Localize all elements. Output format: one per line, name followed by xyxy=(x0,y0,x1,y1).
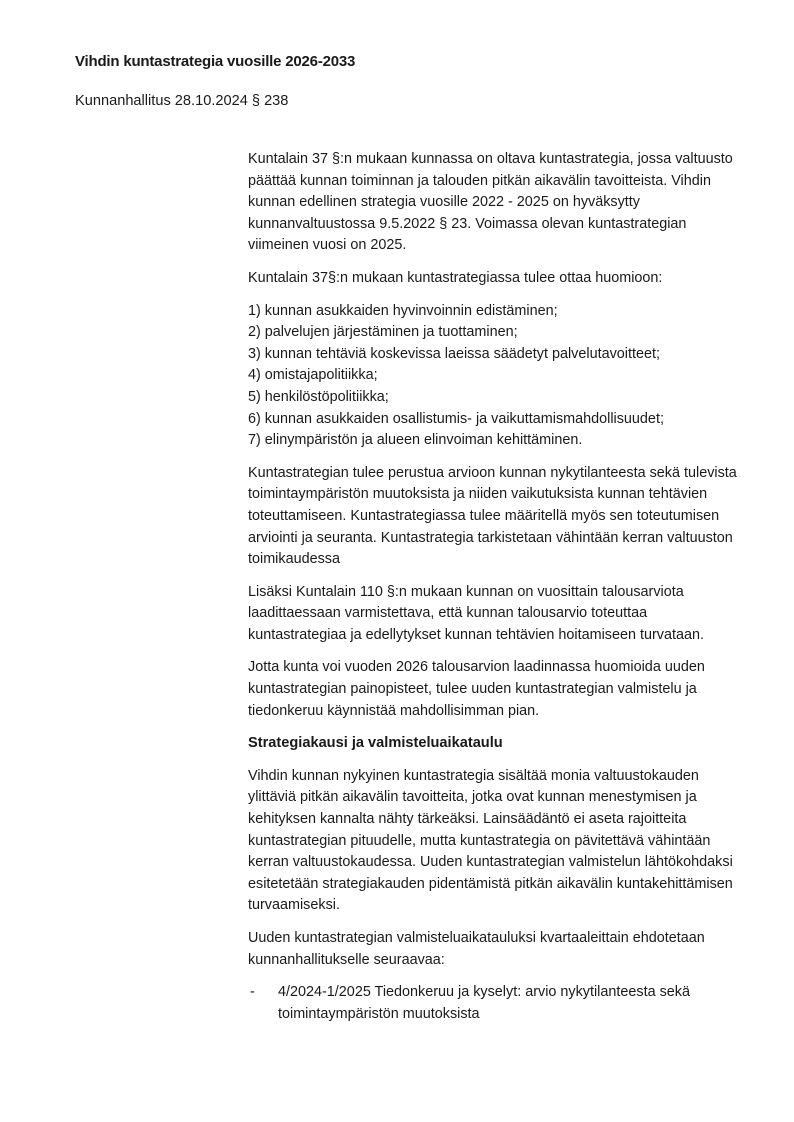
list-item: 5) henkilöstöpolitiikka; xyxy=(248,388,389,405)
list-item: 6) kunnan asukkaiden osallistumis- ja vaikuttamismahdollisuudet; xyxy=(248,410,664,427)
section-heading-strategiakausi: Strategiakausi ja valmisteluaikataulu xyxy=(248,735,503,752)
paragraph-kuntalain-37: Kuntalain 37 §:n mukaan kunnassa on oltava kuntastrategia, jossa valtuusto päättää kunnan toiminnan ja talouden pitkän aikavälin tavoitteista. Vihdin kunnan edellinen strategia vuosille 2022 - 2025 on hyväksytty kunnanvaltuustossa 9.5.2022 § 23. Voimassa olevan kuntastrategian viimeinen vuosi on 2025. xyxy=(248,151,733,254)
list-item: 7) elinympäristön ja alueen elinvoiman kehittäminen. xyxy=(248,432,583,449)
dash-list-item xyxy=(250,982,742,1025)
paragraph-kuntalain-110: Lisäksi Kuntalain 110 §:n mukaan kunnan on vuosittain talousarviota laadittaessaan varmistettava, että kunnan talousarvio toteuttaa kuntastrategiaa ja edellytykset kunnan tehtävien hoitamiseen turvataan. xyxy=(248,583,704,643)
document-body xyxy=(248,149,742,1025)
numbered-list xyxy=(248,301,742,452)
dash-bullet-icon: - xyxy=(250,984,255,1001)
paragraph-huomioon-intro: Kuntalain 37§:n mukaan kuntastrategiassa tulee ottaa huomioon: xyxy=(248,269,663,286)
dash-bullet-text: 4/2024-1/2025 Tiedonkeruu ja kyselyt: arvio nykytilanteesta sekä toimintaympäristön muutoksista xyxy=(278,984,690,1022)
document-meta: Kunnanhallitus 28.10.2024 § 238 xyxy=(75,93,289,109)
document-title: Vihdin kuntastrategia vuosille 2026-2033 xyxy=(75,53,356,70)
list-item: 4) omistajapolitiikka; xyxy=(248,367,378,384)
document-header xyxy=(75,52,735,111)
paragraph-valmisteluaikataulu-intro: Uuden kuntastrategian valmisteluaikatauluksi kvartaaleittain ehdotetaan kunnanhallitukselle seuraavaa: xyxy=(248,930,705,968)
paragraph-talousarvio-2026: Jotta kunta voi vuoden 2026 talousarvion laadinnassa huomioida uuden kuntastrategian painopisteet, tulee uuden kuntastrategian valmistelu ja tiedonkeruu käynnistää mahdollisimman pian. xyxy=(248,659,705,719)
list-item: 2) palvelujen järjestäminen ja tuottaminen; xyxy=(248,324,518,341)
list-item: 1) kunnan asukkaiden hyvinvoinnin edistäminen; xyxy=(248,302,558,319)
paragraph-nykyinen-strategia: Vihdin kunnan nykyinen kuntastrategia sisältää monia valtuustokauden ylittäviä pitkän aikavälin tavoitteita, jotka ovat kunnan menestymisen ja kehityksen kannalta nähty tärkeäksi. Lainsäädäntö ei aseta rajoitteita kuntastrategian pituudelle, mutta kuntastrategia on pävitettävä vähintään kerran valtuustokaudessa. Uuden kuntastrategian valmistelun lähtökohdaksi esitetetään strategiakauden pidentämistä pitkän aikavälin kuntakehittämisen turvaamiseksi. xyxy=(248,767,733,914)
list-item: 3) kunnan tehtäviä koskevissa laeissa säädetyt palvelutavoitteet; xyxy=(248,345,660,362)
paragraph-perustua-arvioon: Kuntastrategian tulee perustua arvioon kunnan nykytilanteesta sekä tulevista toimintaympäristön muutoksista ja niiden vaikutuksista kunnan tehtävien toteuttamiseen. Kuntastrategiassa tulee määritellä myös sen toteutumisen arviointi ja seuranta. Kuntastrategia tarkistetaan vähintään kerran valtuuston toimikaudessa xyxy=(248,464,737,568)
